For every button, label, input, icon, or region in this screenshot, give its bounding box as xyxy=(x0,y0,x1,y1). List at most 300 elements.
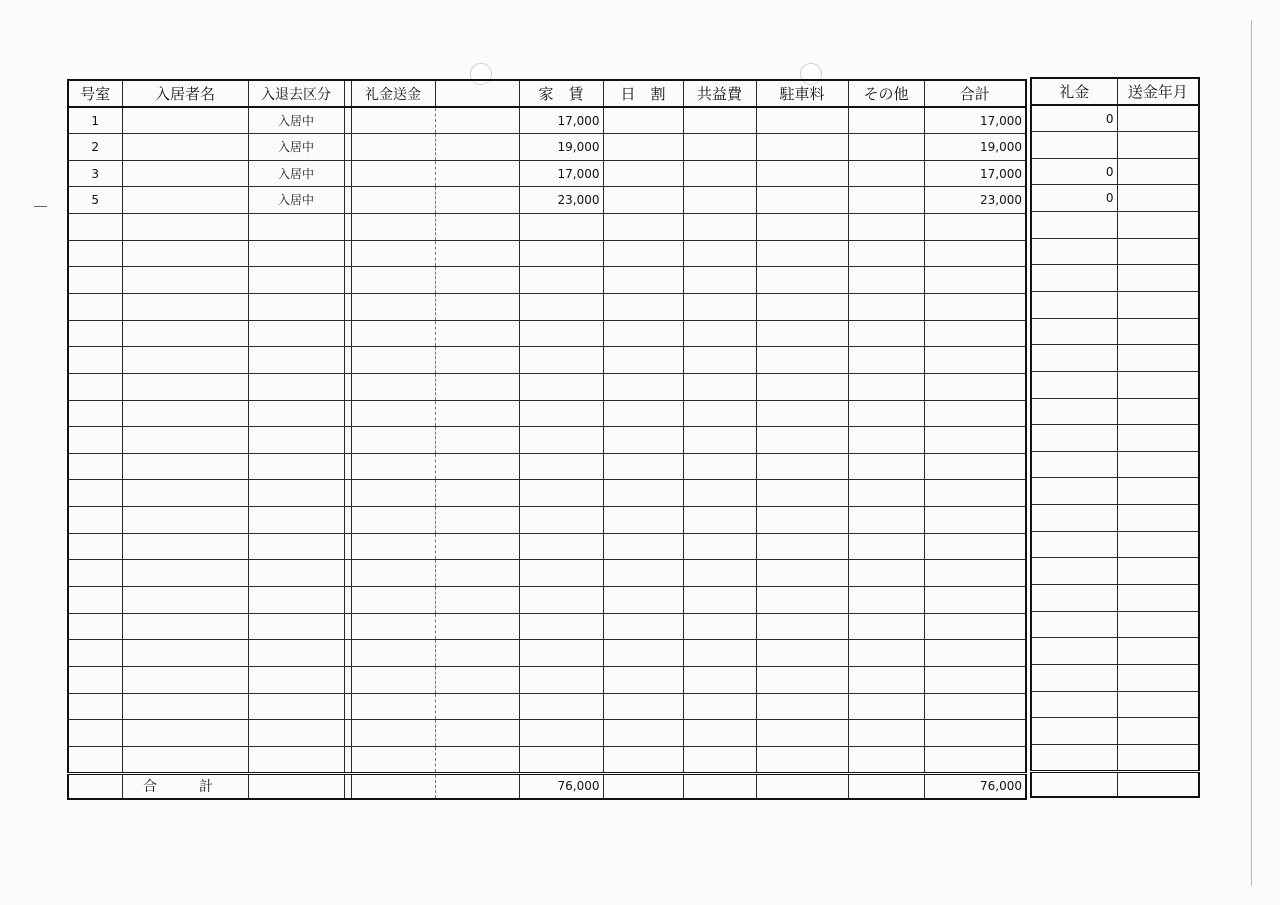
header-total: 合計 xyxy=(924,80,1026,107)
blank-cell xyxy=(435,533,519,560)
table-row xyxy=(68,613,1026,640)
total-cell xyxy=(924,746,1026,773)
total-cell xyxy=(924,347,1026,374)
move-status-cell xyxy=(248,214,344,241)
rent-cell xyxy=(519,613,603,640)
total-cell xyxy=(924,427,1026,454)
parking-fee-cell xyxy=(756,720,848,747)
daily-proration-cell xyxy=(603,666,683,693)
other-cell xyxy=(848,533,924,560)
key-money-remit-cell xyxy=(351,320,435,347)
daily-proration-cell xyxy=(603,320,683,347)
room-cell: 5 xyxy=(68,187,122,214)
remit-month-cell xyxy=(1117,718,1199,745)
rent-cell xyxy=(519,427,603,454)
total-cell xyxy=(924,480,1026,507)
rent-cell xyxy=(519,453,603,480)
key-money-cell xyxy=(1031,611,1117,638)
header-key-money-remit: 礼金送金 xyxy=(351,80,435,107)
side-table-row xyxy=(1031,345,1199,372)
header-common-fee: 共益費 xyxy=(683,80,756,107)
key-money-cell xyxy=(1031,478,1117,505)
key-money-remit-cell xyxy=(351,427,435,454)
resident-name-cell xyxy=(122,134,248,161)
blank-cell xyxy=(435,693,519,720)
key-money-remit-cell xyxy=(351,613,435,640)
other-cell xyxy=(848,693,924,720)
key-money-remit-cell xyxy=(351,453,435,480)
spacer-cell xyxy=(344,533,351,560)
daily-proration-cell xyxy=(603,400,683,427)
common-fee-cell xyxy=(683,134,756,161)
common-fee-cell xyxy=(683,560,756,587)
remit-month-cell xyxy=(1117,744,1199,771)
parking-fee-cell xyxy=(756,373,848,400)
rent-cell xyxy=(519,480,603,507)
other-cell xyxy=(848,560,924,587)
blank-cell xyxy=(435,560,519,587)
footer-cell xyxy=(248,773,344,799)
daily-proration-cell xyxy=(603,107,683,134)
move-status-cell xyxy=(248,240,344,267)
footer-rent-total: 76,000 xyxy=(519,773,603,799)
total-cell xyxy=(924,587,1026,614)
rent-cell: 17,000 xyxy=(519,107,603,134)
spacer-cell xyxy=(344,613,351,640)
table-row xyxy=(68,427,1026,454)
footer-row xyxy=(68,773,1026,799)
move-status-cell: 入居中 xyxy=(248,107,344,134)
resident-name-cell xyxy=(122,533,248,560)
side-table-row xyxy=(1031,585,1199,612)
key-money-cell: 0 xyxy=(1031,185,1117,212)
table-row xyxy=(68,240,1026,267)
key-money-remit-cell xyxy=(351,160,435,187)
side-table-row xyxy=(1031,744,1199,771)
other-cell xyxy=(848,373,924,400)
side-table-row xyxy=(1031,691,1199,718)
resident-name-cell xyxy=(122,187,248,214)
move-status-cell xyxy=(248,613,344,640)
resident-name-cell xyxy=(122,320,248,347)
side-table-row xyxy=(1031,132,1199,159)
footer-grand-total: 76,000 xyxy=(924,773,1026,799)
rent-cell xyxy=(519,267,603,294)
table-row xyxy=(68,134,1026,161)
remit-month-cell xyxy=(1117,451,1199,478)
side-footer-cell xyxy=(1031,771,1117,797)
daily-proration-cell xyxy=(603,427,683,454)
move-status-cell: 入居中 xyxy=(248,187,344,214)
side-table-row xyxy=(1031,291,1199,318)
spacer-cell xyxy=(344,373,351,400)
resident-name-cell xyxy=(122,373,248,400)
common-fee-cell xyxy=(683,160,756,187)
rent-cell xyxy=(519,533,603,560)
blank-cell xyxy=(435,480,519,507)
parking-fee-cell xyxy=(756,587,848,614)
room-cell xyxy=(68,640,122,667)
resident-name-cell xyxy=(122,480,248,507)
table-row xyxy=(68,160,1026,187)
key-money-remit-cell xyxy=(351,666,435,693)
key-money-cell: 0 xyxy=(1031,105,1117,132)
table-row xyxy=(68,587,1026,614)
key-money-cell xyxy=(1031,291,1117,318)
side-table-row xyxy=(1031,638,1199,665)
header-parking-fee: 駐車料 xyxy=(756,80,848,107)
room-cell xyxy=(68,720,122,747)
move-status-cell xyxy=(248,507,344,534)
other-cell xyxy=(848,640,924,667)
spacer-cell xyxy=(344,693,351,720)
table-row xyxy=(68,453,1026,480)
daily-proration-cell xyxy=(603,267,683,294)
rent-cell xyxy=(519,214,603,241)
key-money-cell xyxy=(1031,638,1117,665)
side-table-row xyxy=(1031,265,1199,292)
side-footer-row xyxy=(1031,771,1199,797)
side-header-row xyxy=(1031,78,1199,105)
parking-fee-cell xyxy=(756,267,848,294)
resident-name-cell xyxy=(122,107,248,134)
rent-cell xyxy=(519,720,603,747)
daily-proration-cell xyxy=(603,134,683,161)
total-cell xyxy=(924,640,1026,667)
other-cell xyxy=(848,453,924,480)
total-cell xyxy=(924,214,1026,241)
parking-fee-cell xyxy=(756,480,848,507)
daily-proration-cell xyxy=(603,533,683,560)
header-spacer xyxy=(344,80,351,107)
key-money-cell xyxy=(1031,398,1117,425)
key-money-cell xyxy=(1031,212,1117,239)
total-cell: 23,000 xyxy=(924,187,1026,214)
common-fee-cell xyxy=(683,347,756,374)
key-money-remit-cell xyxy=(351,347,435,374)
spacer-cell xyxy=(344,267,351,294)
key-money-cell xyxy=(1031,318,1117,345)
spacer-cell xyxy=(344,560,351,587)
daily-proration-cell xyxy=(603,480,683,507)
remit-month-cell xyxy=(1117,664,1199,691)
other-cell xyxy=(848,613,924,640)
resident-name-cell xyxy=(122,666,248,693)
side-table-row xyxy=(1031,238,1199,265)
key-money-cell xyxy=(1031,505,1117,532)
side-table-row xyxy=(1031,718,1199,745)
spacer-cell xyxy=(344,587,351,614)
rent-cell xyxy=(519,293,603,320)
move-status-cell xyxy=(248,400,344,427)
footer-cell xyxy=(683,773,756,799)
daily-proration-cell xyxy=(603,453,683,480)
other-cell xyxy=(848,214,924,241)
parking-fee-cell xyxy=(756,400,848,427)
spacer-cell xyxy=(344,160,351,187)
daily-proration-cell xyxy=(603,347,683,374)
blank-cell xyxy=(435,187,519,214)
remit-month-cell xyxy=(1117,505,1199,532)
key-money-remit-cell xyxy=(351,373,435,400)
common-fee-cell xyxy=(683,214,756,241)
room-cell xyxy=(68,746,122,773)
rent-cell xyxy=(519,587,603,614)
key-money-cell xyxy=(1031,238,1117,265)
remit-month-cell xyxy=(1117,611,1199,638)
total-cell xyxy=(924,373,1026,400)
side-table-row xyxy=(1031,505,1199,532)
table-row xyxy=(68,187,1026,214)
rent-ledger-table xyxy=(67,79,1027,800)
other-cell xyxy=(848,347,924,374)
rent-cell xyxy=(519,347,603,374)
room-cell xyxy=(68,666,122,693)
move-status-cell xyxy=(248,720,344,747)
resident-name-cell xyxy=(122,746,248,773)
room-cell xyxy=(68,587,122,614)
key-money-cell xyxy=(1031,371,1117,398)
total-cell xyxy=(924,507,1026,534)
spacer-cell xyxy=(344,134,351,161)
other-cell xyxy=(848,427,924,454)
key-money-remit-cell xyxy=(351,693,435,720)
table-row xyxy=(68,214,1026,241)
key-money-remit-cell xyxy=(351,293,435,320)
remit-month-cell xyxy=(1117,371,1199,398)
parking-fee-cell xyxy=(756,640,848,667)
common-fee-cell xyxy=(683,720,756,747)
room-cell: 2 xyxy=(68,134,122,161)
resident-name-cell xyxy=(122,720,248,747)
key-money-remit-cell xyxy=(351,640,435,667)
remit-month-cell xyxy=(1117,531,1199,558)
table-row xyxy=(68,267,1026,294)
parking-fee-cell xyxy=(756,507,848,534)
remit-month-cell xyxy=(1117,185,1199,212)
blank-cell xyxy=(435,347,519,374)
resident-name-cell xyxy=(122,267,248,294)
table-row xyxy=(68,746,1026,773)
other-cell xyxy=(848,187,924,214)
room-cell xyxy=(68,214,122,241)
common-fee-cell xyxy=(683,613,756,640)
parking-fee-cell xyxy=(756,693,848,720)
blank-cell xyxy=(435,160,519,187)
key-money-cell xyxy=(1031,531,1117,558)
total-cell xyxy=(924,320,1026,347)
total-cell: 17,000 xyxy=(924,107,1026,134)
header-move-status: 入退去区分 xyxy=(248,80,344,107)
table-row xyxy=(68,640,1026,667)
key-money-cell xyxy=(1031,585,1117,612)
move-status-cell xyxy=(248,267,344,294)
side-table-row xyxy=(1031,398,1199,425)
room-cell xyxy=(68,320,122,347)
remit-month-cell xyxy=(1117,238,1199,265)
header-row xyxy=(68,80,1026,107)
move-status-cell xyxy=(248,666,344,693)
common-fee-cell xyxy=(683,480,756,507)
total-cell: 17,000 xyxy=(924,160,1026,187)
room-cell xyxy=(68,240,122,267)
spacer-cell xyxy=(344,107,351,134)
rent-cell xyxy=(519,746,603,773)
resident-name-cell xyxy=(122,507,248,534)
key-money-remit-cell xyxy=(351,720,435,747)
move-status-cell xyxy=(248,453,344,480)
daily-proration-cell xyxy=(603,214,683,241)
table-row xyxy=(68,720,1026,747)
daily-proration-cell xyxy=(603,640,683,667)
side-table-row xyxy=(1031,371,1199,398)
remit-month-cell xyxy=(1117,132,1199,159)
move-status-cell xyxy=(248,560,344,587)
side-table-row xyxy=(1031,318,1199,345)
rent-cell xyxy=(519,400,603,427)
move-status-cell xyxy=(248,640,344,667)
move-status-cell xyxy=(248,746,344,773)
daily-proration-cell xyxy=(603,613,683,640)
footer-cell xyxy=(351,773,435,799)
key-money-table xyxy=(1030,77,1200,798)
parking-fee-cell xyxy=(756,160,848,187)
blank-cell xyxy=(435,400,519,427)
spacer-cell xyxy=(344,720,351,747)
other-cell xyxy=(848,107,924,134)
blank-cell xyxy=(435,640,519,667)
blank-cell xyxy=(435,107,519,134)
resident-name-cell xyxy=(122,693,248,720)
key-money-cell xyxy=(1031,132,1117,159)
key-money-remit-cell xyxy=(351,267,435,294)
room-cell xyxy=(68,347,122,374)
key-money-remit-cell xyxy=(351,507,435,534)
room-cell xyxy=(68,533,122,560)
remit-month-cell xyxy=(1117,291,1199,318)
resident-name-cell xyxy=(122,240,248,267)
other-cell xyxy=(848,400,924,427)
resident-name-cell xyxy=(122,427,248,454)
total-cell: 19,000 xyxy=(924,134,1026,161)
blank-cell xyxy=(435,134,519,161)
remit-month-cell xyxy=(1117,212,1199,239)
table-row xyxy=(68,480,1026,507)
move-status-cell: 入居中 xyxy=(248,160,344,187)
move-status-cell xyxy=(248,587,344,614)
header-resident-name: 入居者名 xyxy=(122,80,248,107)
blank-cell xyxy=(435,427,519,454)
resident-name-cell xyxy=(122,400,248,427)
common-fee-cell xyxy=(683,107,756,134)
table-row xyxy=(68,533,1026,560)
spacer-cell xyxy=(344,400,351,427)
blank-cell xyxy=(435,720,519,747)
blank-cell xyxy=(435,267,519,294)
key-money-remit-cell xyxy=(351,587,435,614)
parking-fee-cell xyxy=(756,134,848,161)
common-fee-cell xyxy=(683,453,756,480)
remit-month-cell xyxy=(1117,158,1199,185)
key-money-cell xyxy=(1031,425,1117,452)
common-fee-cell xyxy=(683,666,756,693)
remit-month-cell xyxy=(1117,425,1199,452)
side-table-row xyxy=(1031,451,1199,478)
spacer-cell xyxy=(344,640,351,667)
rent-cell xyxy=(519,666,603,693)
other-cell xyxy=(848,240,924,267)
rent-cell xyxy=(519,507,603,534)
daily-proration-cell xyxy=(603,560,683,587)
spacer-cell xyxy=(344,427,351,454)
daily-proration-cell xyxy=(603,507,683,534)
remit-month-cell xyxy=(1117,585,1199,612)
move-status-cell xyxy=(248,320,344,347)
total-cell xyxy=(924,666,1026,693)
key-money-remit-cell xyxy=(351,107,435,134)
key-money-cell: 0 xyxy=(1031,158,1117,185)
side-table-row xyxy=(1031,212,1199,239)
room-cell xyxy=(68,480,122,507)
side-table-row xyxy=(1031,478,1199,505)
common-fee-cell xyxy=(683,746,756,773)
spacer-cell xyxy=(344,187,351,214)
resident-name-cell xyxy=(122,453,248,480)
total-cell xyxy=(924,560,1026,587)
remit-month-cell xyxy=(1117,558,1199,585)
table-row xyxy=(68,107,1026,134)
room-cell xyxy=(68,560,122,587)
spacer-cell xyxy=(344,507,351,534)
daily-proration-cell xyxy=(603,293,683,320)
common-fee-cell xyxy=(683,240,756,267)
parking-fee-cell xyxy=(756,320,848,347)
resident-name-cell xyxy=(122,560,248,587)
daily-proration-cell xyxy=(603,693,683,720)
parking-fee-cell xyxy=(756,293,848,320)
key-money-remit-cell xyxy=(351,480,435,507)
key-money-remit-cell xyxy=(351,533,435,560)
daily-proration-cell xyxy=(603,160,683,187)
move-status-cell xyxy=(248,427,344,454)
move-status-cell: 入居中 xyxy=(248,134,344,161)
other-cell xyxy=(848,293,924,320)
parking-fee-cell xyxy=(756,613,848,640)
footer-cell xyxy=(603,773,683,799)
common-fee-cell xyxy=(683,320,756,347)
footer-total-label: 合 計 xyxy=(122,773,248,799)
spacer-cell xyxy=(344,746,351,773)
header-daily-proration: 日 割 xyxy=(603,80,683,107)
key-money-remit-cell xyxy=(351,134,435,161)
remit-month-cell xyxy=(1117,398,1199,425)
spacer-cell xyxy=(344,480,351,507)
other-cell xyxy=(848,267,924,294)
parking-fee-cell xyxy=(756,187,848,214)
total-cell xyxy=(924,267,1026,294)
move-status-cell xyxy=(248,293,344,320)
rent-cell xyxy=(519,560,603,587)
resident-name-cell xyxy=(122,214,248,241)
other-cell xyxy=(848,720,924,747)
table-row xyxy=(68,320,1026,347)
blank-cell xyxy=(435,453,519,480)
total-cell xyxy=(924,693,1026,720)
rent-cell: 23,000 xyxy=(519,187,603,214)
room-cell xyxy=(68,507,122,534)
spacer-cell xyxy=(344,666,351,693)
spacer-cell xyxy=(344,214,351,241)
